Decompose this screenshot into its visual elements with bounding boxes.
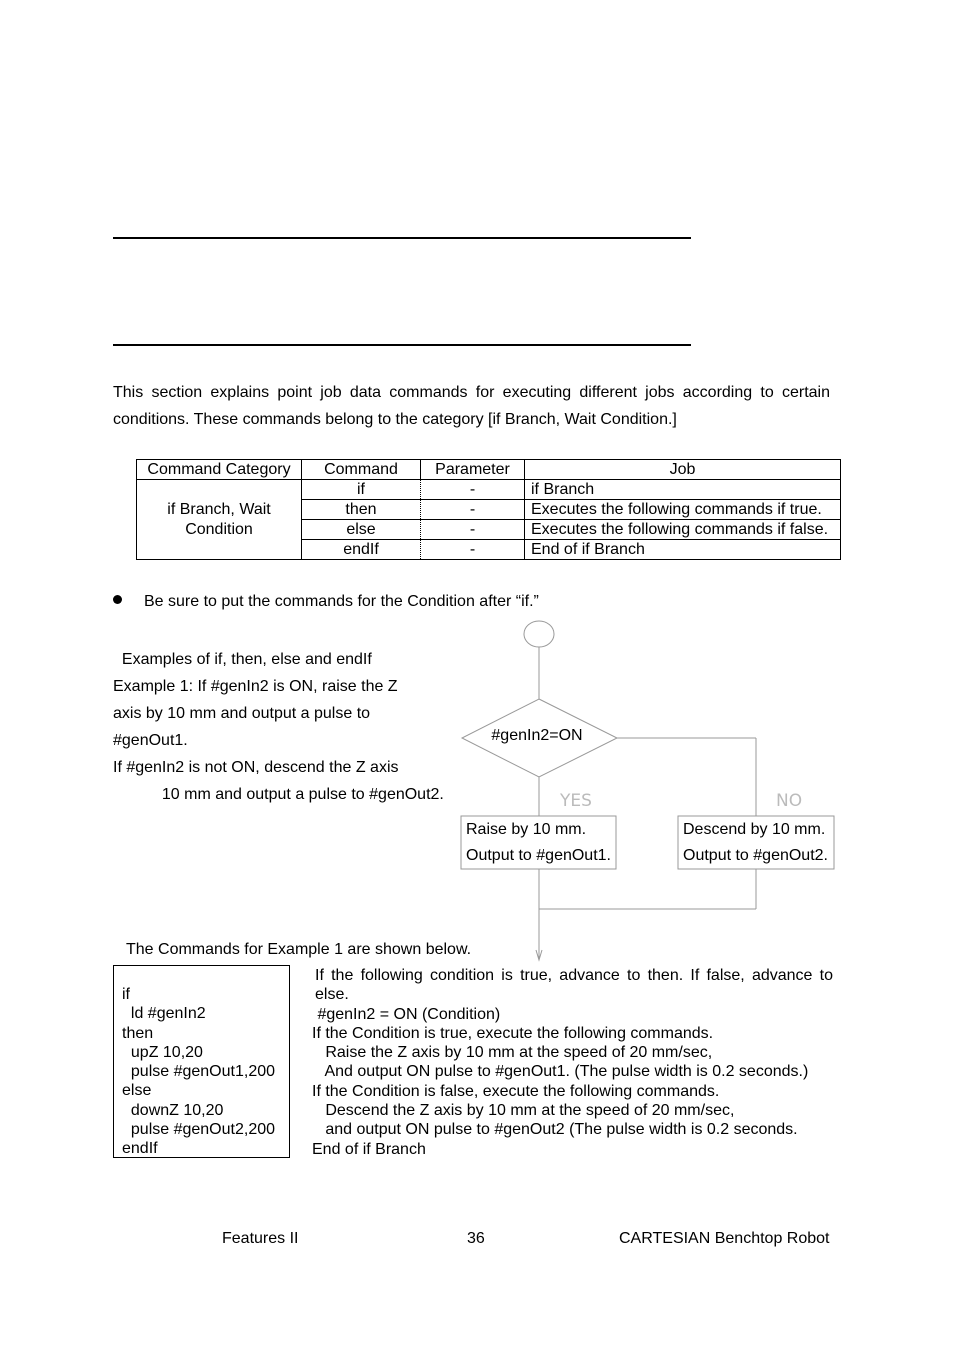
flowchart bbox=[450, 615, 850, 965]
job-cell: if Branch bbox=[525, 480, 841, 500]
command-cell: if bbox=[302, 480, 421, 500]
header-parameter: Parameter bbox=[421, 460, 525, 480]
header-command-category: Command Category bbox=[137, 460, 302, 480]
category-cell: if Branch, Wait Condition bbox=[137, 480, 302, 560]
code-description bbox=[312, 966, 832, 1159]
parameter-cell: - bbox=[421, 500, 525, 520]
command-table bbox=[136, 459, 841, 560]
code-line: else bbox=[122, 1082, 152, 1100]
example-line: axis by 10 mm and output a pulse to bbox=[113, 705, 371, 722]
parameter-cell: - bbox=[421, 540, 525, 560]
code-line: upZ 10,20 bbox=[122, 1043, 203, 1061]
job-cell: End of if Branch bbox=[525, 540, 841, 560]
condition-label: #genIn2=ON bbox=[491, 727, 583, 744]
code-line: downZ 10,20 bbox=[122, 1101, 224, 1119]
command-cell: endIf bbox=[302, 540, 421, 560]
description-line: If the Condition is true, execute the following commands. bbox=[312, 1024, 714, 1042]
table-header-row bbox=[137, 460, 841, 480]
job-cell: Executes the following commands if false. bbox=[525, 520, 841, 540]
footer-section: Features II bbox=[222, 1230, 299, 1247]
description-line: If the Condition is false, execute the following commands. bbox=[312, 1082, 720, 1100]
no-box-line: Output to #genOut2. bbox=[683, 847, 828, 864]
description-line: Raise the Z axis by 10 mm at the speed of 20 mm/sec, bbox=[312, 1044, 713, 1062]
code-line: ld #genIn2 bbox=[122, 1005, 206, 1023]
no-label: NO bbox=[776, 791, 803, 811]
bullet-icon bbox=[113, 595, 122, 604]
yes-box-line: Raise by 10 mm. bbox=[466, 821, 587, 838]
example-line: Examples of if, then, else and endIf bbox=[113, 651, 372, 668]
command-cell: then bbox=[302, 500, 421, 520]
no-box-line: Descend by 10 mm. bbox=[683, 821, 826, 838]
no-box-text bbox=[683, 817, 828, 869]
code-block bbox=[113, 965, 290, 1158]
description-line: and output ON pulse to #genOut2 (The pulse width is 0.2 seconds. bbox=[312, 1121, 798, 1139]
description-line: If the following condition is true, advance to then. If false, advance to else. bbox=[315, 967, 833, 1004]
code-line: if bbox=[122, 986, 130, 1003]
heading-rule-top bbox=[113, 237, 691, 239]
example-line: Example 1: If #genIn2 is ON, raise the Z bbox=[113, 678, 398, 695]
commands-caption: The Commands for Example 1 are shown below. bbox=[126, 941, 472, 958]
code-line: then bbox=[122, 1024, 154, 1042]
description-line: #genIn2 = ON (Condition) bbox=[313, 1005, 501, 1023]
parameter-cell: - bbox=[421, 520, 525, 540]
header-command: Command bbox=[302, 460, 421, 480]
bullet-text: Be sure to put the commands for the Condition after “if.” bbox=[144, 593, 539, 610]
header-job: Job bbox=[525, 460, 841, 480]
table-row bbox=[137, 480, 841, 500]
code-line: pulse #genOut1,200 bbox=[122, 1063, 276, 1081]
command-cell: else bbox=[302, 520, 421, 540]
yes-label: YES bbox=[560, 791, 592, 811]
job-cell: Executes the following commands if true. bbox=[525, 500, 841, 520]
code-line: endIf bbox=[122, 1140, 158, 1158]
bullet-note bbox=[113, 593, 539, 611]
parameter-cell: - bbox=[421, 480, 525, 500]
description-line: End of if Branch bbox=[312, 1140, 426, 1158]
heading-rule-bottom bbox=[113, 344, 691, 346]
example-line: 10 mm and output a pulse to #genOut2. bbox=[113, 786, 444, 803]
start-terminal bbox=[524, 621, 554, 647]
example-description bbox=[113, 646, 473, 808]
yes-box-text bbox=[466, 817, 611, 869]
example-line: If #genIn2 is not ON, descend the Z axis bbox=[113, 759, 399, 776]
code-line: pulse #genOut2,200 bbox=[122, 1121, 276, 1139]
intro-paragraph: This section explains point job data commands for executing different jobs according to certain conditions. These commands belong to the category [if Branch, Wait Condition.] bbox=[113, 384, 830, 428]
description-line: And output ON pulse to #genOut1. (The pulse width is 0.2 seconds.) bbox=[312, 1063, 809, 1081]
example-line: #genOut1. bbox=[113, 732, 188, 749]
description-line: Descend the Z axis by 10 mm at the speed of 20 mm/sec, bbox=[312, 1102, 735, 1120]
yes-box-line: Output to #genOut1. bbox=[466, 847, 611, 864]
footer-product: CARTESIAN Benchtop Robot bbox=[619, 1230, 830, 1247]
footer-page-number: 36 bbox=[467, 1230, 485, 1247]
